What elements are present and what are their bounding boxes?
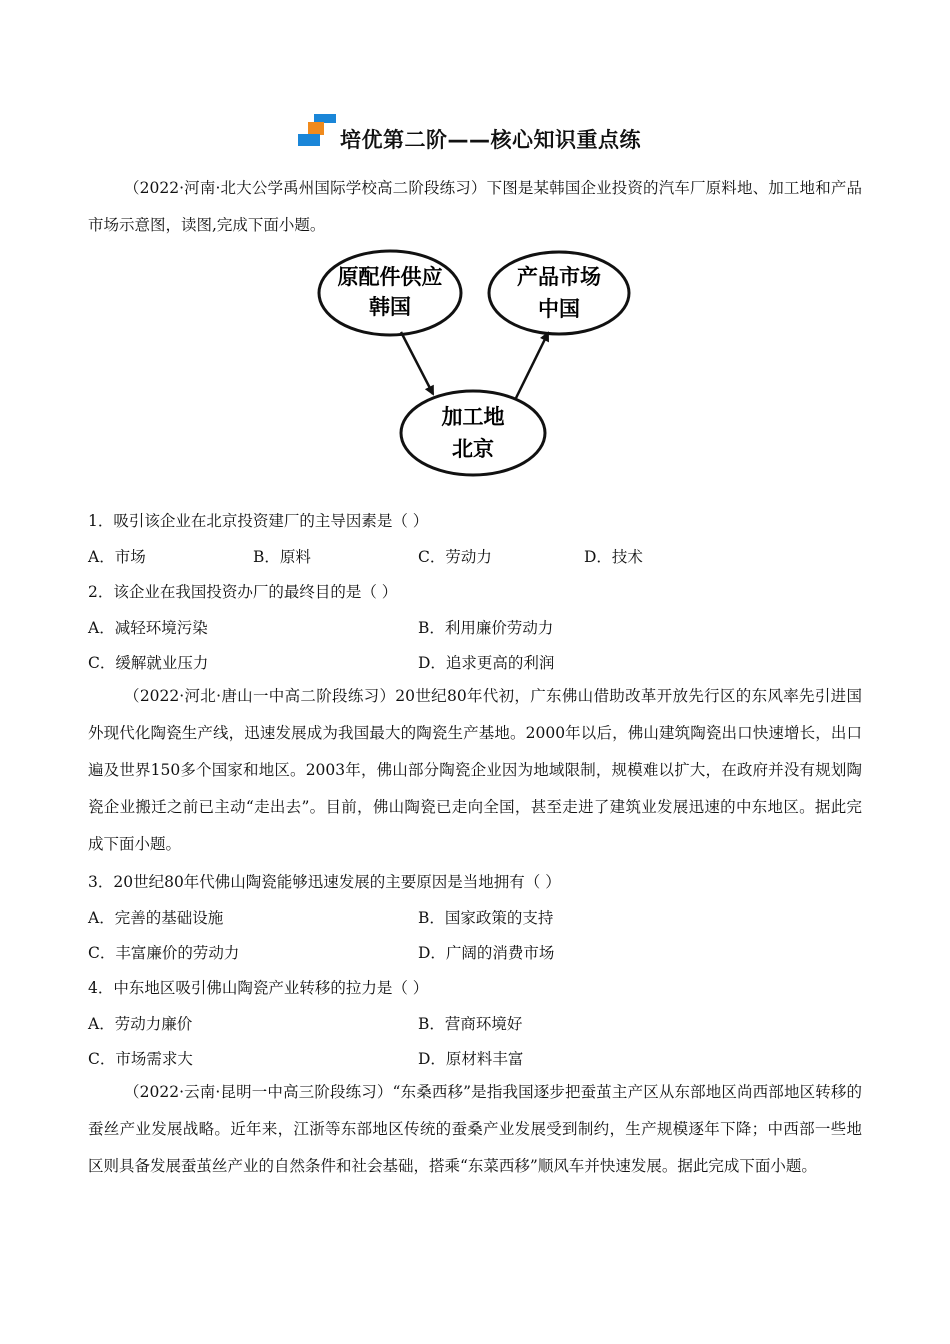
title-logo-icon — [298, 114, 338, 148]
question-1: 1．吸引该企业在北京投资建厂的主导因素是（ ） — [88, 512, 429, 530]
q3-option-a: A．完善的基础设施 — [88, 909, 224, 927]
q2-option-b: B．利用廉价劳动力 — [418, 619, 554, 637]
q3-option-d: D．广阔的消费市场 — [418, 944, 555, 962]
q1-option-d: D．技术 — [584, 548, 643, 566]
supply-ellipse — [319, 251, 461, 335]
question-2: 2．该企业在我国投资办厂的最终目的是（ ） — [88, 583, 398, 601]
q1-option-a: A．市场 — [88, 548, 146, 566]
supply-to-process-arrow — [401, 332, 433, 394]
process-label-1: 加工地 — [441, 405, 505, 429]
process-to-market-arrow — [516, 333, 548, 398]
market-label-1: 产品市场 — [517, 265, 601, 289]
supply-label-2: 韩国 — [369, 295, 411, 319]
group2-intro: （2022·河北·唐山一中高二阶段练习）20世纪80年代初，广东佛山借助改革开放先行区的东风率先引进国外现代化陶瓷生产线，迅速发展成为我国最大的陶瓷生产基地。2000年以后，佛山建筑陶瓷出口快速增长，出口遍及世界150多个国家和地区。2003年，佛山部分陶瓷企业因为地域限制，规模难以扩大，在政府并没有规划陶瓷企业搬迁之前已主动“走出去”。目前，佛山陶瓷已走向全国，甚至走进了建筑业发展迅速的中东地区。据此完成下面小题。 — [88, 687, 862, 853]
q1-option-b: B．原料 — [253, 548, 311, 566]
q4-option-c: C．市场需求大 — [88, 1050, 193, 1068]
process-ellipse — [401, 391, 545, 475]
q1-option-c: C．劳动力 — [418, 548, 492, 566]
supply-label-1: 原配件供应 — [337, 265, 443, 289]
question-4: 4．中东地区吸引佛山陶瓷产业转移的拉力是（ ） — [88, 979, 429, 997]
factory-location-diagram — [300, 246, 640, 486]
q2-option-c: C．缓解就业压力 — [88, 654, 209, 672]
q3-option-b: B．国家政策的支持 — [418, 909, 554, 927]
process-label-2: 北京 — [452, 437, 494, 461]
group3-intro: （2022·云南·昆明一中高三阶段练习）“东桑西移”是指我国逐步把蚕茧主产区从东部地区尚西部地区转移的蚕丝产业发展战略。近年来，江浙等东部地区传统的蚕桑产业发展受到制约，生产规模逐年下降；中西部一些地区则具备发展蚕茧丝产业的自然条件和社会基础，搭乘“东菜西移”顺风车并快速发展。据此完成下面小题。 — [88, 1083, 862, 1175]
q2-option-d: D．追求更高的利润 — [418, 654, 555, 672]
page-title: 培优第二阶——核心知识重点练 — [340, 128, 641, 152]
q4-option-b: B．营商环境好 — [418, 1015, 523, 1033]
q4-option-d: D．原材料丰富 — [418, 1050, 524, 1068]
group1-intro: （2022·河南·北大公学禹州国际学校高二阶段练习）下图是某韩国企业投资的汽车厂原料地、加工地和产品市场示意图，读图,完成下面小题。 — [88, 179, 862, 234]
question-3: 3．20世纪80年代佛山陶瓷能够迅速发展的主要原因是当地拥有（ ） — [88, 873, 561, 891]
market-label-2: 中国 — [538, 297, 580, 321]
q4-option-a: A．劳动力廉价 — [88, 1015, 193, 1033]
q3-option-c: C．丰富廉价的劳动力 — [88, 944, 240, 962]
q2-option-a: A．减轻环境污染 — [88, 619, 208, 637]
